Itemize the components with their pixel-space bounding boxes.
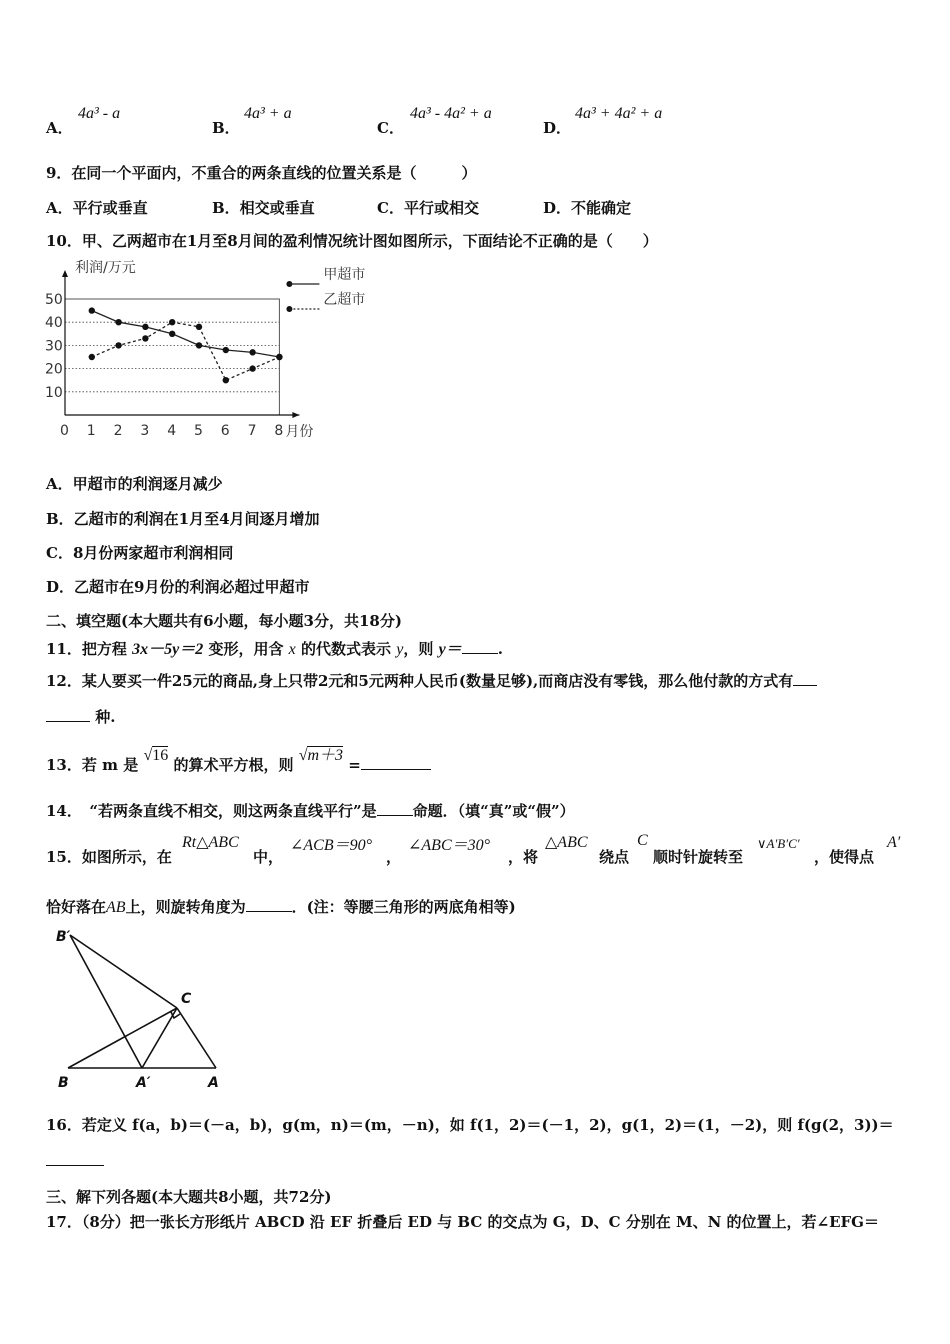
series-yi-point-5 <box>196 324 202 330</box>
series-yi-point-8 <box>276 354 282 360</box>
q8-option-a-label: A． <box>46 119 73 137</box>
q11-equation: 3x－5y＝2 <box>132 641 204 658</box>
q10-option-a: A．甲超市的利润逐月减少 <box>46 475 223 493</box>
q15-triangle-prime: ∨A′B′C′ <box>757 836 800 851</box>
section2-heading: 二、填空题(本大题共有6小题，每小题3分，共18分) <box>46 612 402 630</box>
q11-end: ，则 <box>403 640 439 658</box>
q9-option-d: D．不能确定 <box>543 199 632 217</box>
q14 <box>46 800 575 821</box>
x-tick-8: 8 <box>274 423 284 439</box>
q8-option-b-expr: 4a³ + a <box>244 105 292 122</box>
segment-b-c <box>68 1008 177 1068</box>
q12-blank-part1 <box>793 684 817 686</box>
x-axis-arrow <box>292 412 299 418</box>
label-b-prime: B′ <box>56 929 71 945</box>
legend-label-jia: 甲超市 <box>323 267 366 283</box>
q12-line1 <box>46 670 817 691</box>
series-jia-point-7 <box>249 349 255 355</box>
q11-mid: 变形，用含 <box>203 640 289 658</box>
q13-sqrt-m3: √m＋3 <box>298 747 344 764</box>
q15-shun: 顺时针旋转至 <box>653 848 744 866</box>
q12-text: 12．某人要买一件25元的商品,身上只带2元和5元两种人民币(数量足够),而商店没有零钱，那么他付款的方式有 <box>46 672 794 690</box>
series-yi-point-7 <box>249 365 255 371</box>
q15-answer-blank <box>246 910 292 912</box>
q11 <box>46 636 503 659</box>
q15-line2c: ．(注：等腰三角形的两底角相等) <box>291 898 516 916</box>
segment-c-a <box>177 1008 216 1068</box>
q15-rt-triangle: Rt△ABC <box>182 834 239 851</box>
q8-option-c-label: C． <box>377 119 404 137</box>
q15-line2a: 恰好落在 <box>46 898 107 916</box>
q9-option-c: C．平行或相交 <box>377 199 479 217</box>
x-tick-2: 2 <box>113 423 123 439</box>
q15-point-a-prime: A′ <box>887 834 901 851</box>
q11-answer-blank <box>462 652 498 654</box>
legend-label-yi: 乙超市 <box>323 292 366 308</box>
y-tick-50: 50 <box>45 292 63 308</box>
q13 <box>46 747 431 775</box>
q14-pre: 14． “若两条直线不相交，则这两条直线平行”是 <box>46 802 377 820</box>
plot-frame <box>65 299 279 415</box>
q16-text: 16．若定义 f(a，b)＝(－a，b)，g(m，n)＝(m，－n)，如 f(1，2)＝(－1，2)，g(1，2)＝(1，－2)，则 f(g(2，3))＝ <box>46 1116 894 1134</box>
q13-mid: 的算术平方根，则 <box>173 756 294 774</box>
q15-shi: ，使得点 <box>814 848 875 866</box>
q16-answer-blank <box>46 1165 104 1166</box>
y-axis-label: 利润/万元 <box>75 260 136 276</box>
q9-stem: 9．在同一个平面内，不重合的两条直线的位置关系是（ ） <box>46 164 477 182</box>
q13-answer-blank <box>361 768 431 770</box>
series-yi-point-2 <box>115 342 121 348</box>
series-jia-point-6 <box>223 347 229 353</box>
q13-pre: 13．若 m 是 <box>46 756 139 774</box>
q15-triangle-abc: △ABC <box>545 834 588 851</box>
segment-bp-ap <box>70 935 142 1068</box>
series-yi-point-4 <box>169 319 175 325</box>
series-jia-point-3 <box>142 324 148 330</box>
q11-mid2: 的代数式表示 <box>295 640 397 658</box>
q17-text: 17．（8分）把一张长方形纸片 ABCD 沿 EF 折叠后 ED 与 BC 的交点为 G，D、C 分别在 M、N 的位置上，若∠EFG＝ <box>46 1213 879 1231</box>
y-axis-arrow <box>62 270 68 277</box>
q10-option-b: B．乙超市的利润在1月至4月间逐月增加 <box>46 510 320 528</box>
x-axis-label: 月份 <box>285 424 314 440</box>
x-tick-1: 1 <box>86 423 96 439</box>
series-jia-point-5 <box>196 342 202 348</box>
q15-zhong: 中， <box>253 848 284 866</box>
q15-segment-ab: AB <box>106 899 126 916</box>
series-jia-point-4 <box>169 331 175 337</box>
q8-option-b-label: B． <box>212 119 240 137</box>
q15-rao: 绕点 <box>599 848 630 866</box>
q11-pre: 11．把方程 <box>46 640 133 658</box>
series-yi-point-1 <box>89 354 95 360</box>
x-tick-0: 0 <box>60 423 69 439</box>
q13-eq: = <box>348 756 361 774</box>
q9-option-b: B．相交或垂直 <box>212 199 315 217</box>
q13-radicand-16: 16 <box>152 747 169 764</box>
q15-rotation-figure <box>50 925 230 1090</box>
label-b: B <box>58 1075 69 1091</box>
y-tick-10: 10 <box>45 384 63 401</box>
q15-angle-abc: ∠ABC＝30° <box>408 837 491 854</box>
q8-option-c-expr: 4a³ - 4a² + a <box>410 105 492 122</box>
series-yi-point-3 <box>142 335 148 341</box>
q15-line2 <box>46 896 516 917</box>
segment-bp-c <box>70 935 177 1008</box>
y-tick-30: 30 <box>45 338 63 355</box>
q11-tail: . <box>497 640 503 658</box>
q12-tail: 种. <box>95 708 116 726</box>
q13-sqrt16: √16 <box>143 747 169 764</box>
q14-answer-blank <box>377 814 413 816</box>
q8-option-d-label: D． <box>543 119 572 137</box>
q15-line2b: 上，则旋转角度为 <box>125 898 246 916</box>
q8-option-d-expr: 4a³ + 4a² + a <box>575 105 663 122</box>
label-a: A <box>208 1075 219 1091</box>
x-tick-5: 5 <box>194 423 203 439</box>
y-tick-40: 40 <box>45 315 63 332</box>
q11-var-y: y <box>396 641 404 658</box>
label-a-prime: A′ <box>136 1075 151 1091</box>
q12-blank-part2 <box>46 720 90 722</box>
q15-comma: ， <box>386 848 402 866</box>
q15-pre: 15．如图所示，在 <box>46 848 172 866</box>
series-jia-point-1 <box>89 307 95 313</box>
q10-option-d: D．乙超市在9月份的利润必超过甲超市 <box>46 578 310 596</box>
y-tick-20: 20 <box>45 361 63 378</box>
series-jia-point-2 <box>115 319 121 325</box>
q8-option-a-expr: 4a³ - a <box>78 105 121 122</box>
q11-var-x: x <box>288 641 296 658</box>
q12-line2 <box>46 706 115 727</box>
x-tick-6: 6 <box>220 423 230 439</box>
q11-y-equals: y＝ <box>438 641 462 658</box>
series-yi-point-6 <box>223 377 229 383</box>
profit-line-chart <box>40 252 366 442</box>
q10-stem: 10．甲、乙两超市在1月至8月间的盈利情况统计图如图所示，下面结论不正确的是（ ） <box>46 232 658 250</box>
q15-point-c: C <box>637 832 648 849</box>
label-c: C <box>181 991 192 1007</box>
q9-option-a: A．平行或垂直 <box>46 199 148 217</box>
x-tick-4: 4 <box>167 423 177 439</box>
q13-radicand-m3: m＋3 <box>307 747 344 764</box>
x-tick-3: 3 <box>140 423 150 439</box>
x-tick-7: 7 <box>247 423 257 439</box>
q10-option-c: C．8月份两家超市利润相同 <box>46 544 234 562</box>
q15-jiang: ，将 <box>508 848 539 866</box>
section3-heading: 三、解下列各题(本大题共8小题，共72分) <box>46 1188 332 1206</box>
q14-post: 命题．（填“真”或“假”） <box>412 802 575 820</box>
q15-angle-acb: ∠ACB＝90° <box>290 837 373 854</box>
